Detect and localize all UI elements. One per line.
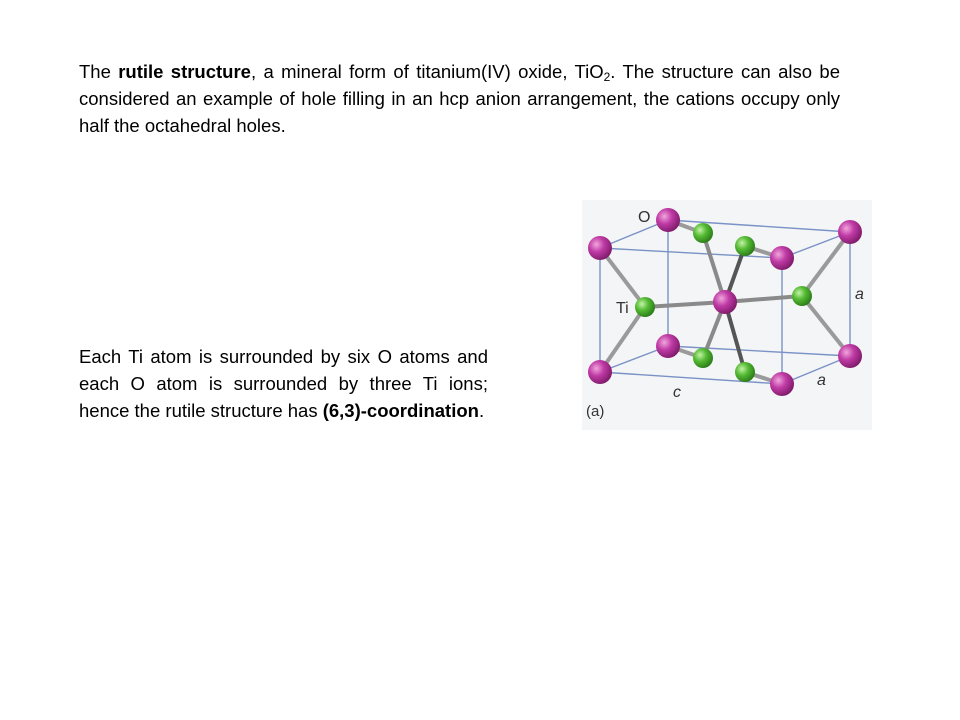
ti-atom [588, 236, 612, 260]
ti-atom [838, 220, 862, 244]
text-run: 2 [603, 70, 611, 84]
o-atom [735, 236, 755, 256]
rutile-structure-term: rutile structure [118, 61, 251, 82]
label-c: c [673, 384, 681, 401]
text-run: . The structure can also be considered an example of hole filling in an hcp anion arrangement, the cations occupy only half the octahedral holes. [79, 61, 840, 136]
rutile-unit-cell-figure [582, 200, 872, 430]
o-atom [693, 223, 713, 243]
label-o: O [638, 209, 651, 226]
ti-atom [588, 360, 612, 384]
o-atom [735, 362, 755, 382]
text-run: Each Ti atom is surrounded by six O atoms and each O atom is surrounded by three Ti ions; hence the rutile structure has [79, 346, 488, 421]
label-ti: Ti [616, 300, 629, 317]
ti-atom [656, 334, 680, 358]
text-run: , a mineral form of titanium(IV) oxide, TiO [250, 61, 604, 82]
coordination-term: (6,3)-coordination [322, 400, 479, 421]
coordination-paragraph [79, 343, 488, 424]
o-atom [635, 297, 655, 317]
figure-caption: (a) [586, 403, 605, 420]
label-a-bottom: a [817, 372, 826, 389]
intro-paragraph [79, 58, 840, 139]
ti-atom [838, 344, 862, 368]
label-a-side: a [855, 286, 864, 303]
text-run: The [79, 61, 119, 82]
o-atom [792, 286, 812, 306]
ti-atom-center [713, 290, 737, 314]
ti-atom [770, 246, 794, 270]
o-atom [693, 348, 713, 368]
text-run: . [478, 400, 485, 421]
ti-atom [770, 372, 794, 396]
unit-cell-diagram [582, 200, 872, 430]
ti-atom [656, 208, 680, 232]
